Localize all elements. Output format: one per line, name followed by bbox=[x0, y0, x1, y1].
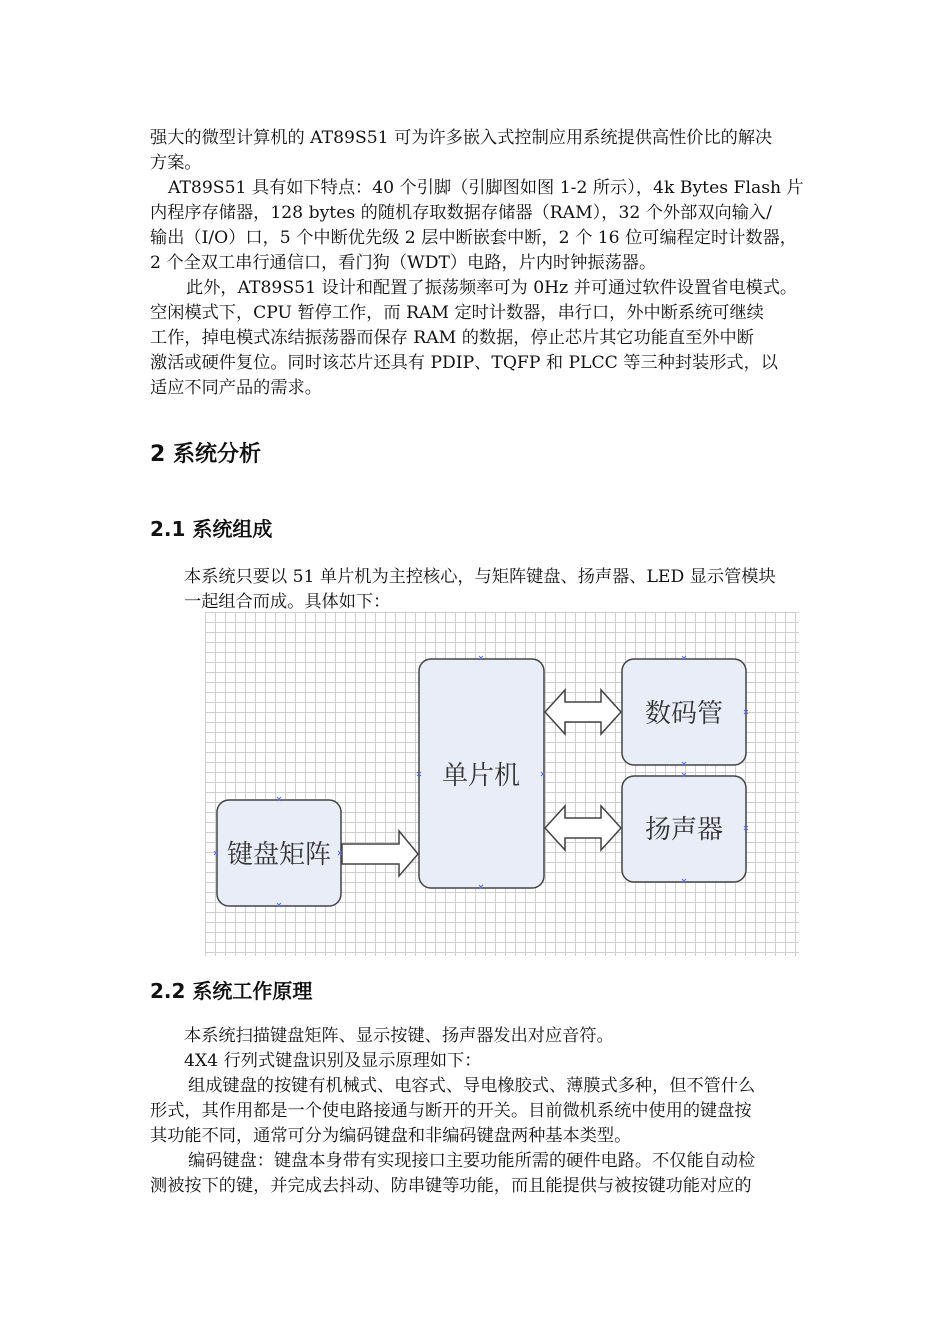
display-label: 数码管 bbox=[644, 699, 724, 729]
intro-line-6: 2 个全双工串行通信口，看门狗（WDT）电路，片内时钟振荡器。 bbox=[150, 253, 657, 273]
intro-line-7: 此外，AT89S51 设计和配置了振荡频率可为 0Hz 并可通过软件设置省电模式。 bbox=[186, 278, 798, 298]
mcu-label: 单片机 bbox=[441, 761, 521, 791]
speaker-label: 扬声器 bbox=[644, 815, 724, 845]
section-2-heading: 2 系统分析 bbox=[150, 442, 261, 467]
intro-line-8: 空闲模式下，CPU 暂停工作，而 RAM 定时计数器，串行口，外中断系统可继续 bbox=[150, 303, 764, 323]
arrow-mcu-speaker bbox=[545, 806, 621, 850]
section-2-2-line-5: 其功能不同，通常可分为编码键盘和非编码键盘两种基本类型。 bbox=[150, 1126, 632, 1146]
system-block-diagram bbox=[205, 612, 799, 956]
section-2-1-line-1: 本系统只要以 51 单片机为主控核心，与矩阵键盘、扬声器、LED 显示管模块 bbox=[184, 567, 776, 587]
section-2-2-line-3: 组成键盘的按键有机械式、电容式、导电橡胶式、薄膜式多种，但不管什么 bbox=[188, 1076, 756, 1096]
intro-line-5: 输出（I/O）口，5 个中断优先级 2 层中断嵌套中断，2 个 16 位可编程定时计数器， bbox=[150, 228, 797, 248]
intro-line-11: 适应不同产品的需求。 bbox=[150, 378, 322, 398]
intro-line-3: AT89S51 具有如下特点：40 个引脚（引脚图如图 1-2 所示），4k Bytes Flash 片 bbox=[168, 178, 804, 198]
keypad-label: 键盘矩阵 bbox=[226, 840, 332, 870]
intro-line-9: 工作，掉电模式冻结振荡器而保存 RAM 的数据，停止芯片其它功能直至外中断 bbox=[150, 328, 754, 348]
intro-line-10: 激活或硬件复位。同时该芯片还具有 PDIP、TQFP 和 PLCC 等三种封装形式，以 bbox=[150, 353, 778, 373]
section-2-2-heading: 2.2 系统工作原理 bbox=[150, 979, 313, 1003]
section-2-2-line-6: 编码键盘：键盘本身带有实现接口主要功能所需的硬件电路。不仅能自动检 bbox=[188, 1151, 756, 1171]
intro-line-1: 强大的微型计算机的 AT89S51 可为许多嵌入式控制应用系统提供高性价比的解决 bbox=[150, 128, 773, 148]
arrow-keypad-mcu bbox=[342, 831, 418, 876]
section-2-2-line-4: 形式，其作用都是一个使电路接通与断开的开关。目前微机系统中使用的键盘按 bbox=[150, 1101, 752, 1121]
arrow-mcu-display bbox=[545, 690, 621, 734]
intro-line-2: 方案。 bbox=[150, 153, 202, 173]
section-2-1-line-2: 一起组合而成。具体如下： bbox=[184, 592, 391, 612]
section-2-2-line-7: 测被按下的键，并完成去抖动、防串键等功能，而且能提供与被按键功能对应的 bbox=[150, 1176, 752, 1196]
section-2-2-line-1: 本系统扫描键盘矩阵、显示按键、扬声器发出对应音符。 bbox=[184, 1026, 614, 1046]
section-2-2-line-2: 4X4 行列式键盘识别及显示原理如下： bbox=[184, 1051, 482, 1071]
section-2-1-heading: 2.1 系统组成 bbox=[150, 517, 273, 541]
intro-line-4: 内程序存储器，128 bytes 的随机存取数据存储器（RAM），32 个外部双向输入/ bbox=[150, 203, 772, 223]
